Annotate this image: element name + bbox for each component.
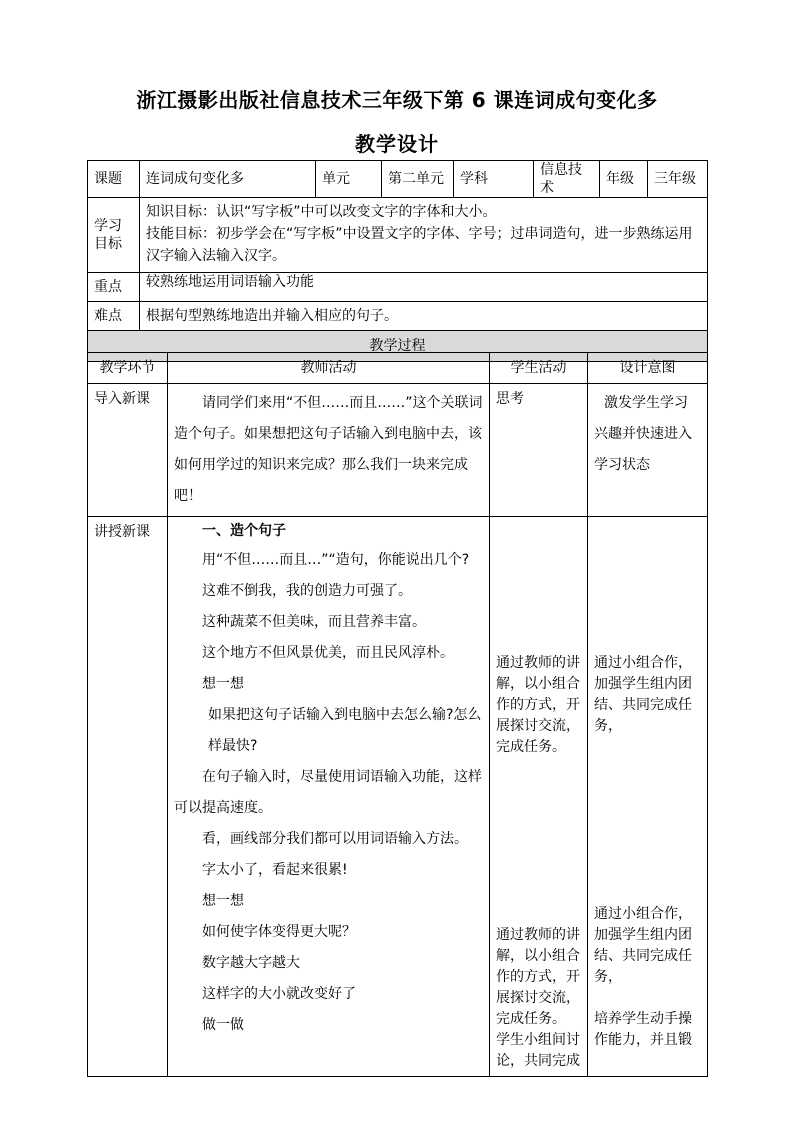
lecture-line: 这样字的大小就改变好了 — [202, 986, 356, 1002]
difficulty-value: 根据句型熟练地造出并输入相应的句子。 — [140, 302, 708, 331]
process-row-intro — [88, 384, 708, 517]
lecture-line: 数字越大字越大 — [202, 955, 300, 971]
info-row-key — [88, 273, 708, 302]
goals-label-line1: 学习 — [94, 218, 122, 234]
topic-label: 课题 — [88, 161, 140, 198]
process-section-title: 教学过程 — [88, 331, 708, 362]
document-title-line2: 教学设计 — [355, 132, 439, 156]
subject-value: 信息技术 — [534, 161, 600, 198]
intro-design — [588, 384, 708, 517]
intro-teacher-text: 请同学们来用“不但……而且……”这个关联词造个句子。如果想把这句子话输入到电脑中去，该如何用学过的知识来完成？那么我们一块来完成吧！ — [174, 395, 483, 504]
header-teacher: 教师活动 — [168, 353, 490, 384]
lecture-design — [588, 517, 708, 1077]
subject-label: 学科 — [454, 161, 534, 198]
lecture-line-heading: 一、造个句子 — [202, 523, 286, 539]
intro-design-text: 激发学生学习兴趣并快速进入学习状态 — [594, 395, 692, 473]
unit-value: 第二单元 — [382, 161, 454, 198]
header-student: 学生活动 — [490, 353, 588, 384]
lecture-stage: 讲授新课 — [88, 517, 168, 1077]
process-row-lecture — [88, 517, 708, 1077]
teaching-process-table — [87, 352, 708, 1077]
goal-skill: 技能目标：初步学会在“写字板”中设置文字的字体、字号；过串词造句，进一步熟练运用汉字输入法输入汉字。 — [146, 226, 693, 264]
lecture-line: 想一想 — [202, 893, 244, 909]
lecture-line: 想一想 — [202, 676, 244, 692]
lecture-line: 如何使字体变得更大呢？ — [202, 924, 356, 940]
lecture-design-3: 培养学生动手操作能力，并且锻 — [594, 1011, 692, 1048]
lecture-line-text: 如果把这句子话输入到电脑中去怎么输?怎么样最快? — [208, 707, 482, 754]
lecture-line: 这种蔬菜不但美味，而且营养丰富。 — [202, 614, 426, 630]
goals-label — [88, 198, 140, 273]
lecture-line — [174, 700, 483, 762]
lecture-student — [490, 517, 588, 1077]
key-value: 较熟练地运用词语输入功能 — [140, 273, 708, 302]
goals-label-line2: 目标 — [94, 236, 122, 252]
goal-knowledge: 知识目标：认识“写字板”中可以改变文字的字体和大小。 — [146, 204, 497, 220]
lecture-student-2: 通过教师的讲解，以小组合作的方式，开展探讨交流，完成任务。 — [496, 927, 580, 1027]
lecture-line: 看，画线部分我们都可以用词语输入方法。 — [202, 831, 468, 847]
lecture-line: 这个地方不但风景优美，而且民风淳朴。 — [202, 645, 454, 661]
unit-label: 单元 — [316, 161, 382, 198]
lecture-line: 用“不但……而且…”“造句，你能说出几个? — [202, 552, 470, 568]
lecture-line: 这难不倒我，我的创造力可强了。 — [202, 583, 412, 599]
goals-content — [140, 198, 708, 273]
grade-value: 三年级 — [648, 161, 708, 198]
intro-student: 思考 — [490, 384, 588, 517]
lecture-line: 做一做 — [202, 1017, 244, 1033]
lecture-line: 在句子输入时，尽量使用词语输入功能，这样可以提高速度。 — [174, 769, 482, 816]
info-row-goals — [88, 198, 708, 273]
lecture-line: 字太小了，看起来很累! — [202, 862, 348, 878]
intro-teacher — [168, 384, 490, 517]
grade-label: 年级 — [600, 161, 648, 198]
lesson-info-table — [87, 160, 708, 362]
lecture-teacher — [168, 517, 490, 1077]
lecture-student-3: 学生小组间讨论，共同完成 — [496, 1032, 580, 1069]
lecture-design-2: 通过小组合作，加强学生组内团结、共同完成任务， — [594, 906, 692, 985]
header-design: 设计意图 — [588, 353, 708, 384]
info-row-difficulty — [88, 302, 708, 331]
header-stage: 教学环节 — [88, 353, 168, 384]
info-row-topic — [88, 161, 708, 198]
document-title-line1: 浙江摄影出版社信息技术三年级下第 6 课连词成句变化多 — [136, 88, 658, 112]
lecture-design-1: 通过小组合作，加强学生组内团结、共同完成任务， — [594, 655, 692, 734]
process-header-row — [88, 353, 708, 384]
difficulty-label: 难点 — [88, 302, 140, 331]
key-label: 重点 — [88, 273, 140, 302]
intro-stage: 导入新课 — [88, 384, 168, 517]
topic-value: 连词成句变化多 — [140, 161, 316, 198]
lecture-student-1: 通过教师的讲解，以小组合作的方式，开展探讨交流，完成任务。 — [496, 655, 580, 755]
